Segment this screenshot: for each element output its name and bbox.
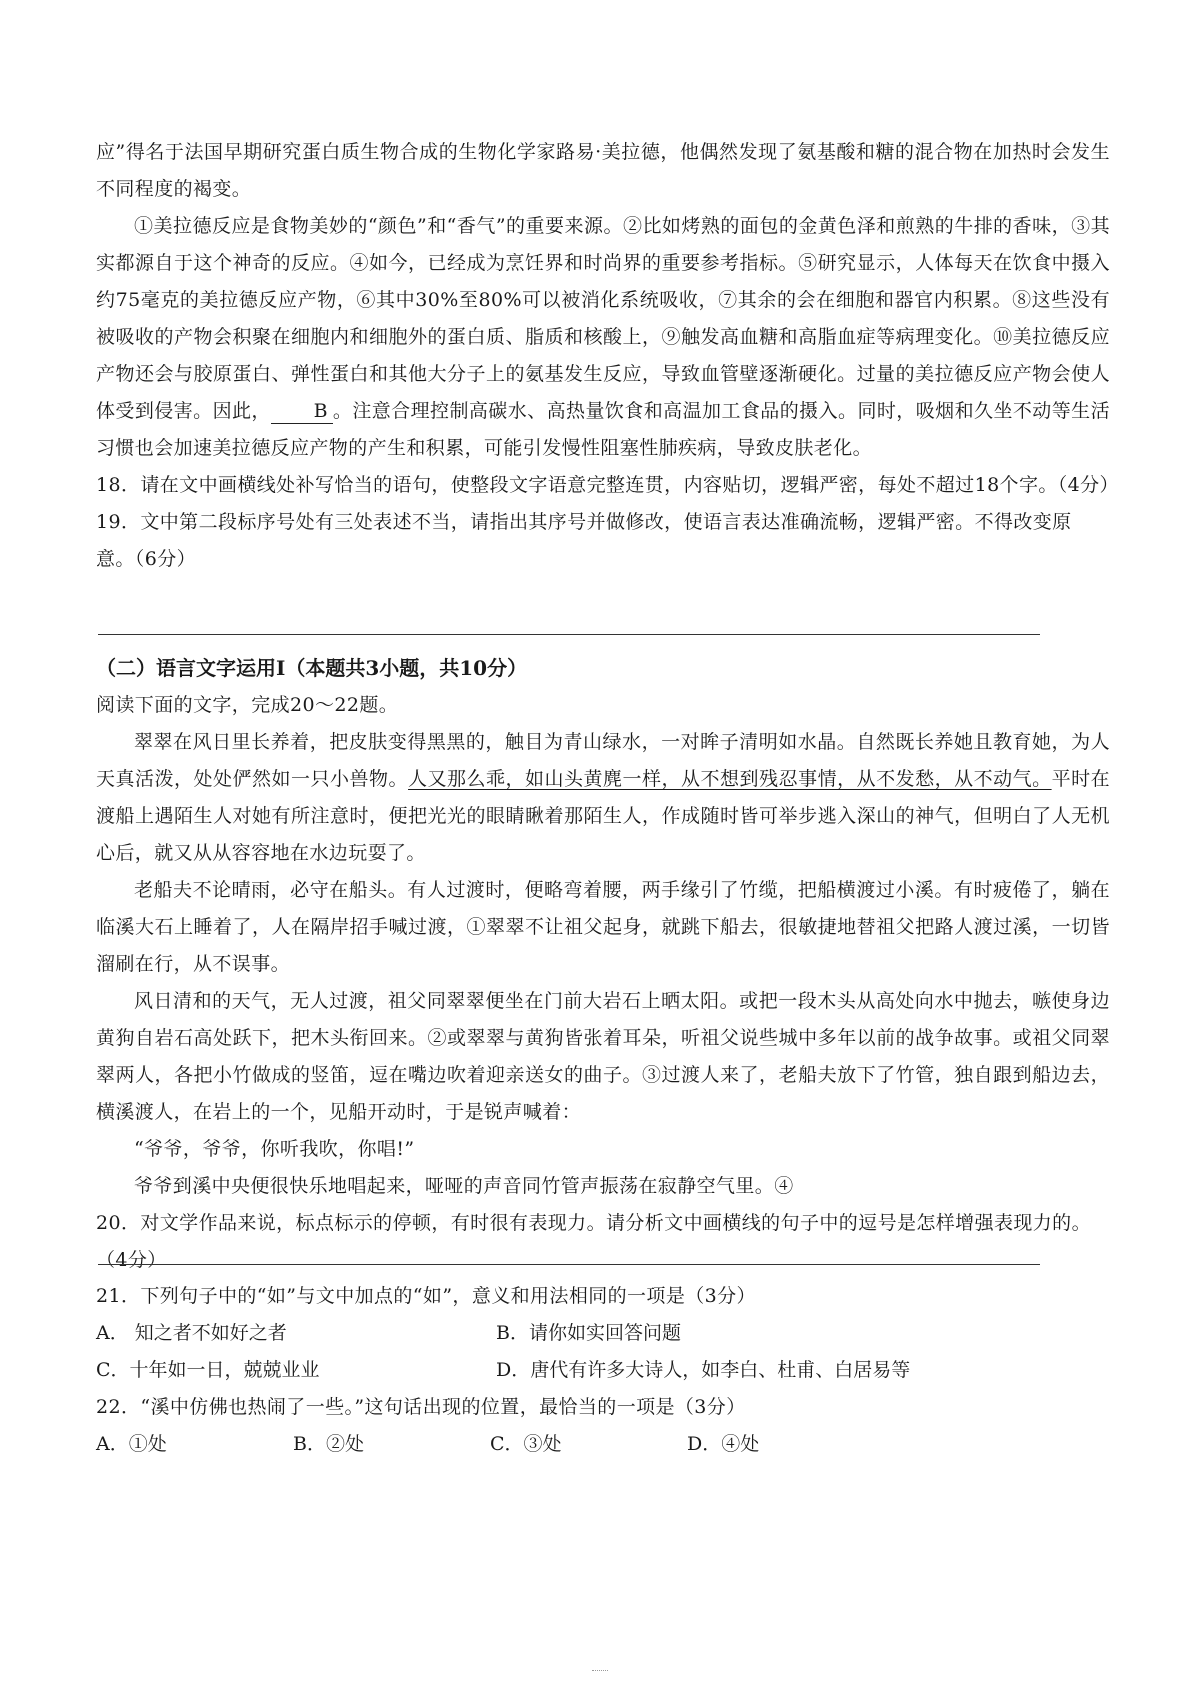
section-2 (96, 650, 1110, 1279)
options-row (96, 1426, 1110, 1463)
story-p3: 风日清和的天气，无人过渡，祖父同翠翠便坐在门前大岩石上晒太阳。或把一段木头从高处向水中抛去，嗾使身边黄狗自岩石高处跃下，把木头衔回来。②或翠翠与黄狗皆张着耳朵，听祖父说些城中多年以前的战争故事。或祖父同翠翠两人，各把小竹做成的竖笛，逗在嘴边吹着迎亲送女的曲子。③过渡人来了，老船夫放下了竹管，独自跟到船边去，横溪渡人，在岩上的一个，见船开动时，于是锐声喊着： (96, 990, 1110, 1123)
question-18: 18．请在文中画横线处补写恰当的语句，使整段文字语意完整连贯，内容贴切，逻辑严密，每处不超过18个字。（4分） (96, 474, 1119, 496)
question-20: 20．对文学作品来说，标点标示的停顿，有时很有表现力。请分析文中画横线的句子中的逗号是怎样增强表现力的。（4分） (96, 1212, 1091, 1271)
options-row (96, 1315, 1110, 1352)
options-row (96, 1352, 1110, 1389)
answer-line-1 (98, 634, 1040, 635)
question-21-options (96, 1315, 1110, 1389)
option-c: C．十年如一日，兢兢业业 (96, 1359, 320, 1381)
option-d: D．④处 (687, 1433, 760, 1455)
question-22 (96, 1389, 1110, 1426)
passage-maillard (96, 134, 1119, 578)
footer-mark (592, 1670, 608, 1673)
question-21-stem: 21．下列句子中的“如”与文中加点的“如”，意义和用法相同的一项是（3分） (96, 1285, 756, 1307)
underlined-sentence: 人又那么乖，如山头黄麂一样，从不想到残忍事情，从不发愁，从不动气。 (408, 768, 1052, 790)
option-b: B．②处 (293, 1433, 364, 1455)
option-b: B．请你如实回答问题 (496, 1322, 681, 1344)
option-c: C．③处 (490, 1433, 562, 1455)
story-p4: “爷爷，爷爷，你听我吹，你唱!” (134, 1138, 415, 1160)
blank-b: B (271, 399, 333, 424)
section-2-instruction: 阅读下面的文字，完成20～22题。 (96, 694, 399, 716)
section-2-heading: （二）语言文字运用Ⅰ（本题共3小题，共10分） (96, 656, 528, 680)
question-21 (96, 1278, 1110, 1315)
question-22-stem: 22．“溪中仿佛也热闹了一些。”这句话出现的位置，最恰当的一项是（3分） (96, 1396, 746, 1418)
passage-maillard-p2: ①美拉德反应是食物美妙的“颜色”和“香气”的重要来源。②比如烤熟的面包的金黄色泽和煎熟的牛排的香味，③其实都源自于这个神奇的反应。④如今，已经成为烹饪界和时尚界的重要参考指标。⑤研究显示，人体每天在饮食中摄入约75毫克的美拉德反应产物，⑥其中30%至80%可以被消化系统吸收，⑦其余的会在细胞和器官内积累。⑧这些没有被吸收的产物会积聚在细胞内和细胞外的蛋白质、脂质和核酸上，⑨触发高血糖和高脂血症等病理变化。⑩美拉德反应产物还会与胶原蛋白、弹性蛋白和其他大分子上的氨基发生反应，导致血管壁逐渐硬化。过量的美拉德反应产物会使人体受到侵害。因此， B 。注意合理控制高碳水、高热量饮食和高温加工食品的摄入。同时，吸烟和久坐不动等生活习惯也会加速美拉德反应产物的产生和积累，可能引发慢性阻塞性肺疾病，导致皮肤老化。 (96, 215, 1110, 459)
option-a: A．①处 (96, 1433, 167, 1455)
option-a: A． 知之者不如好之者 (96, 1322, 287, 1344)
passage-maillard-p1: 应”得名于法国早期研究蛋白质生物合成的生物化学家路易·美拉德，他偶然发现了氨基酸和糖的混合物在加热时会发生不同程度的褐变。 (96, 141, 1110, 200)
story-p2: 老船夫不论晴雨，必守在船头。有人过渡时，便略弯着腰，两手缘引了竹缆，把船横渡过小溪。有时疲倦了，躺在临溪大石上睡着了，人在隔岸招手喊过渡，①翠翠不让祖父起身，就跳下船去，很敏捷地替祖父把路人渡过溪，一切皆溜刷在行，从不误事。 (96, 879, 1110, 975)
option-d: D．唐代有许多大诗人，如李白、杜甫、白居易等 (496, 1359, 911, 1381)
question-19: 19．文中第二段标序号处有三处表述不当，请指出其序号并做修改，使语言表达准确流畅，逻辑严密。不得改变原意。（6分） (96, 511, 1072, 570)
question-22-options (96, 1426, 1110, 1463)
story-p5: 爷爷到溪中央便很快乐地唱起来，哑哑的声音同竹管声振荡在寂静空气里。④ (134, 1175, 794, 1197)
answer-line-2 (98, 1264, 1040, 1265)
story-p1: 翠翠在风日里长养着，把皮肤变得黑黑的，触目为青山绿水，一对眸子清明如水晶。自然既长养她且教育她，为人天真活泼，处处俨然如一只小兽物。人又那么乖，如山头黄麂一样，从不想到残忍事情，从不发愁，从不动气。平时在渡船上遇陌生人对她有所注意时，便把光光的眼睛瞅着那陌生人，作成随时皆可举步逃入深山的神气，但明白了人无机心后，就又从从容容地在水边玩耍了。 (96, 731, 1110, 864)
